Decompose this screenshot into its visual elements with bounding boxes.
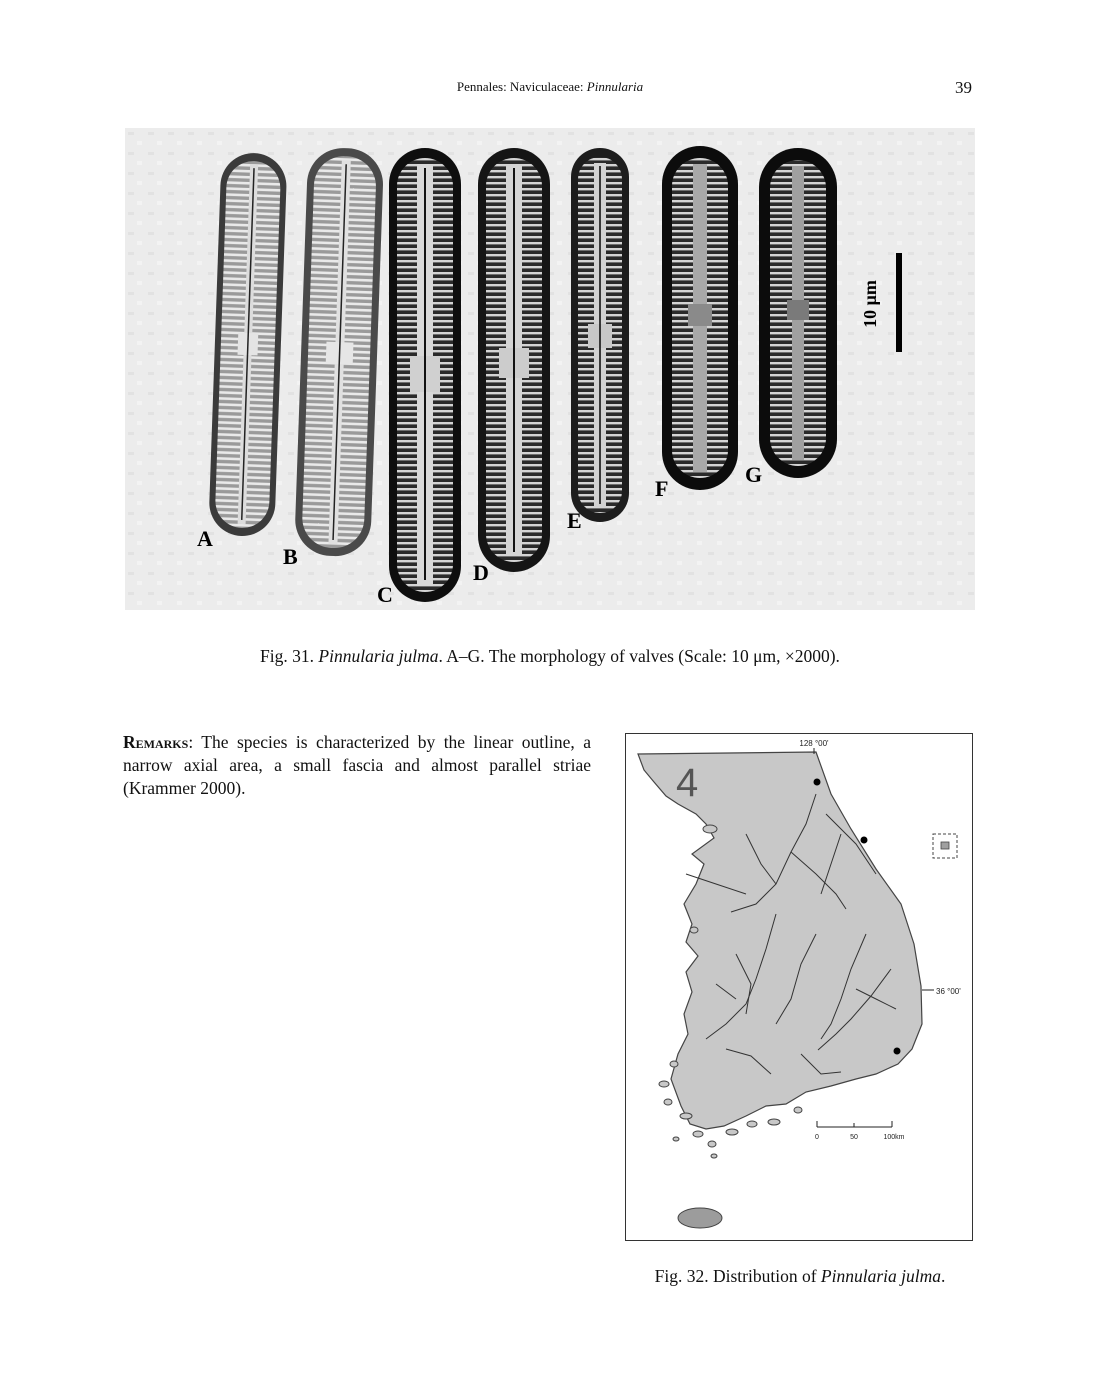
fig31-caption-rest: . A–G. The morphology of valves (Scale: 10 μm, ×2000). xyxy=(438,646,840,666)
jeju-island xyxy=(678,1208,722,1228)
running-head-prefix: Pennales: Naviculaceae: xyxy=(456,79,587,94)
running-head-genus: Pinnularia xyxy=(586,79,644,94)
ulleung-island xyxy=(941,842,949,849)
running-head xyxy=(0,79,1100,95)
map-scale-bar xyxy=(817,1121,892,1127)
valve-e xyxy=(571,148,629,522)
remarks-paragraph xyxy=(123,731,591,800)
fig31-caption-prefix: Fig. 31. xyxy=(260,646,319,666)
distribution-map-frame xyxy=(625,733,973,1241)
diatom-plate xyxy=(125,128,975,610)
panel-label-d: D xyxy=(473,560,489,585)
scale-bar xyxy=(896,253,902,352)
panel-label-e: E xyxy=(567,508,582,533)
remarks-heading: Remarks xyxy=(123,732,189,752)
panel-label-a: A xyxy=(197,526,213,551)
panel-label-c: C xyxy=(377,582,393,607)
figure-32-caption xyxy=(625,1266,975,1287)
valve-c xyxy=(389,148,461,602)
scale-tick-50: 50 xyxy=(850,1134,858,1141)
site-marker-3 xyxy=(894,1048,901,1055)
panel-label-b: B xyxy=(283,544,298,569)
remarks-text: : The species is characterized by the linear outline, a narrow axial area, a small fascia and almost parallel striae (Krammer 2000). xyxy=(123,732,591,798)
fig32-caption-suffix: . xyxy=(940,1266,946,1286)
scale-tick-0: 0 xyxy=(815,1134,819,1141)
corner-mark: 4 xyxy=(676,761,699,805)
figure-31-caption xyxy=(0,646,1100,667)
site-marker-2 xyxy=(861,837,868,844)
scale-tick-100: 100km xyxy=(883,1134,905,1141)
peninsula-landmass xyxy=(638,752,922,1129)
fig32-caption-species: Pinnularia julma xyxy=(820,1266,941,1286)
fig32-caption-prefix: Fig. 32. Distribution of xyxy=(654,1266,821,1286)
fig31-caption-species: Pinnularia julma xyxy=(318,646,439,666)
site-marker-1 xyxy=(814,779,821,786)
valve-d xyxy=(478,148,550,572)
valve-b xyxy=(294,147,384,557)
latitude-label: 36 °00' xyxy=(936,987,961,996)
page-number: 39 xyxy=(955,78,972,97)
valve-a xyxy=(208,152,287,537)
scale-bar-label: 10 μm xyxy=(860,280,880,328)
distribution-map xyxy=(626,734,972,1240)
panel-label-g: G xyxy=(745,462,763,487)
valve-g xyxy=(759,148,837,478)
longitude-label: 128 °00' xyxy=(799,739,829,748)
panel-label-f: F xyxy=(655,476,669,501)
valve-f xyxy=(662,146,738,490)
